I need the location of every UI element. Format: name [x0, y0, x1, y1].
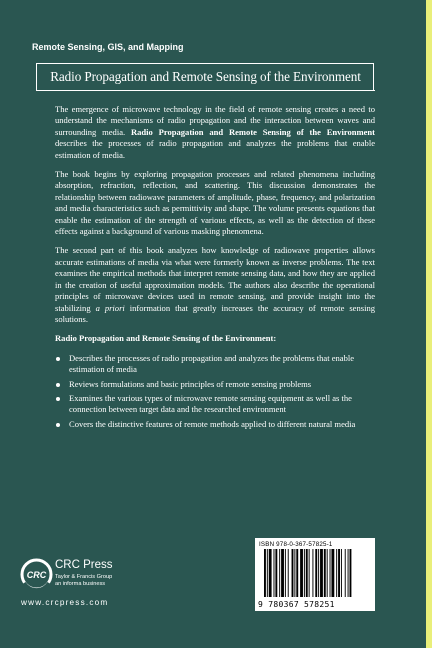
back-cover-description — [55, 104, 375, 433]
publisher-group: Taylor & Francis Group — [55, 574, 113, 580]
publisher-tagline: an informa business — [55, 581, 106, 587]
series-name: Remote Sensing, GIS, and Mapping — [32, 42, 184, 52]
paragraph-inverse-problems — [55, 245, 375, 325]
logo-lettering: CRC — [26, 570, 47, 580]
a-priori-term: a priori — [95, 302, 125, 313]
list-item: Examines the various types of microwave remote sensing equipment as well as the connection between target data and the researched environment — [55, 393, 375, 416]
list-item: Covers the distinctive features of remote methods applied to different natural media — [55, 419, 375, 430]
paragraph-inverse-rest: information that greatly increases the accuracy of remote sensing solutions. — [55, 302, 375, 324]
publisher-website: www.crcpress.com — [21, 598, 109, 607]
list-item: Describes the processes of radio propagation and analyzes the problems that enable estimation of media — [55, 353, 375, 376]
spine-edge — [426, 0, 432, 648]
paragraph-propagation: The book begins by exploring propagation processes and related phenomena including absorption, refraction, reflection, and scattering. This discussion demonstrates the relationship between radiowave parameters of amplitude, phase, frequency, and polarization and media characteristics such as permittivity and shape. The volume presents equations that enable the estimation of the strength of various effects, as well as the detection of these effects against a background of various masking phenomena. — [55, 169, 375, 237]
publisher-name: CRC Press — [55, 559, 113, 571]
crc-press-logo — [20, 558, 53, 591]
isbn-barcode — [258, 549, 372, 599]
isbn-label: ISBN 978-0-367-57825-1 — [259, 541, 333, 548]
barcode-digits: 9 780367 578251 — [258, 600, 335, 609]
paragraph-inverse-text: The second part of this book analyzes how knowledge of radiowave properties allows accurate estimations of media via what were formerly known as inverse problems. The text examines the empirical methods that interpret remote sensing data, and how they are applied in the creation of useful approximation models. The authors also describe the operational principles of microwave devices used in remote sensing, and provide insight into the stabilizing — [55, 245, 375, 313]
paragraph-intro-text: The emergence of microwave technology in the field of remote sensing creates a need to understand the mechanisms of radio propagation and the interaction between waves and surrounding media. — [55, 104, 375, 137]
paragraph-intro-rest: describes the processes of radio propagation and analyzes the problems that enable estimation of media. — [55, 138, 375, 160]
paragraph-intro-title: Radio Propagation and Remote Sensing of the Environment — [130, 126, 376, 137]
feature-list-heading: Radio Propagation and Remote Sensing of the Environment: — [55, 333, 277, 344]
book-title: Radio Propagation and Remote Sensing of the Environment — [50, 69, 361, 84]
list-item: Reviews formulations and basic principles of remote sensing problems — [55, 379, 375, 390]
feature-list — [55, 353, 375, 430]
paragraph-intro — [55, 104, 375, 161]
